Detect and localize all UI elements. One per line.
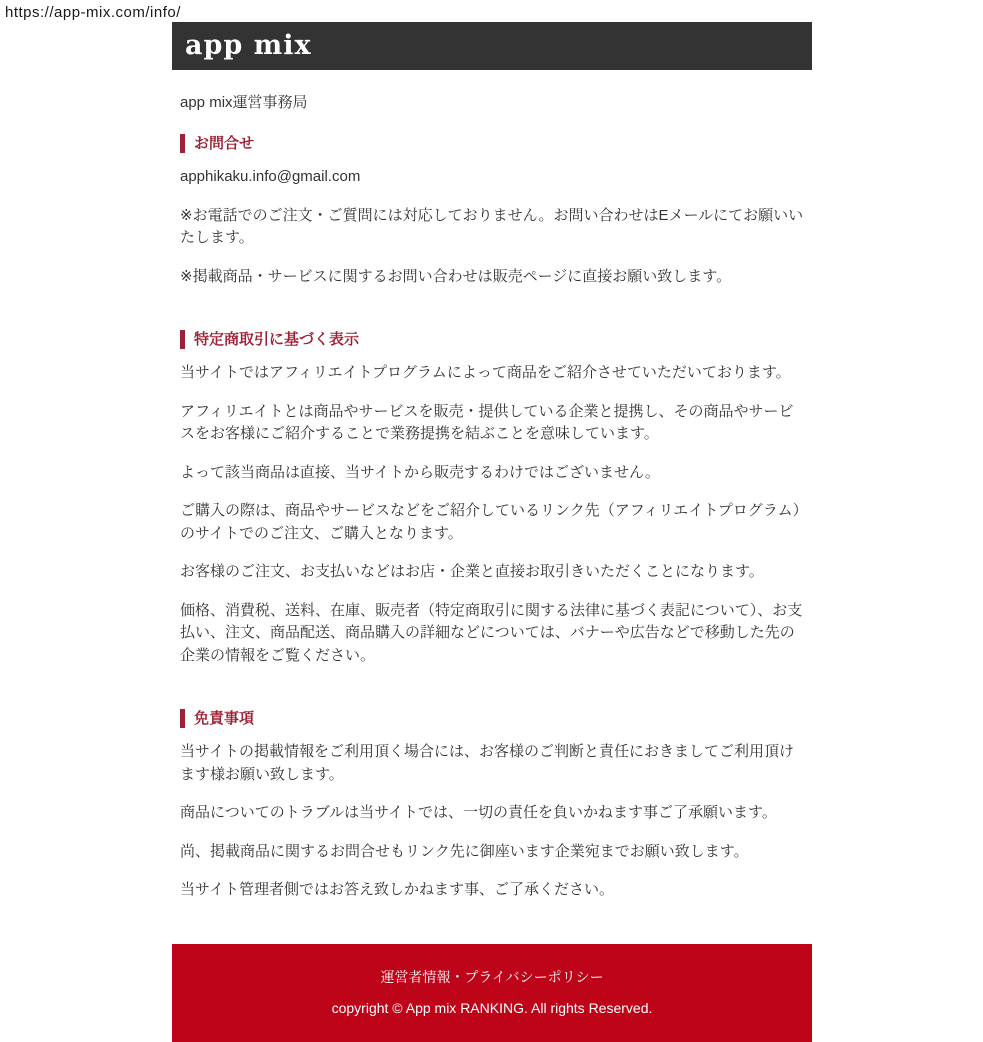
site-operator-name: app mix運営事務局 bbox=[180, 94, 308, 111]
paragraph: 当サイトではアフィリエイトプログラムによって商品をご紹介させていただいております。 bbox=[180, 364, 791, 381]
paragraph: ※お電話でのご注文・ご質問には対応しておりません。お問い合わせはEメールにてお願いいたします。 bbox=[180, 206, 804, 246]
section-heading: お問合せ bbox=[180, 134, 804, 153]
paragraph: ご購入の際は、商品やサービスなどをご紹介しているリンク先（アフィリエイトプログラム）のサイトでのご注文、ご購入となります。 bbox=[180, 502, 801, 542]
section-heading: 免責事項 bbox=[180, 709, 804, 728]
paragraph: 商品についてのトラブルは当サイトでは、一切の責任を負いかねます事ご了承願います。 bbox=[180, 804, 777, 821]
footer-privacy-link[interactable]: 運営者情報・プライバシーポリシー bbox=[380, 968, 604, 985]
paragraph: 尚、掲載商品に関するお問合せもリンク先に御座います企業宛までお願い致します。 bbox=[180, 842, 749, 860]
section bbox=[180, 330, 804, 667]
sections-container bbox=[180, 134, 804, 902]
paragraph: 当サイト管理者側ではお答え致しかねます事、ご了承ください。 bbox=[180, 881, 614, 898]
site-footer bbox=[172, 944, 812, 1042]
paragraph: アフィリエイトとは商品やサービスを販売・提供している企業と提携し、その商品やサービスをお客様にご紹介することで業務提携を結ぶことを意味しています。 bbox=[180, 402, 794, 442]
paragraph: よって該当商品は直接、当サイトから販売するわけではございません。 bbox=[180, 463, 660, 481]
section bbox=[180, 709, 804, 902]
main-column bbox=[172, 22, 812, 1042]
paragraph: ※掲載商品・サービスに関するお問い合わせは販売ページに直接お願い致します。 bbox=[180, 267, 732, 285]
paragraph: 価格、消費税、送料、在庫、販売者（特定商取引に関する法律に基づく表記について）、お支払い、注文、商品配送、商品購入の詳細などについては、バナーや広告などで移動した先の企業の情報をご覧ください。 bbox=[180, 601, 803, 664]
section-heading: 特定商取引に基づく表示 bbox=[180, 330, 804, 349]
paragraph: 当サイトの掲載情報をご利用頂く場合には、お客様のご判断と責任におきましてご利用頂けます様お願い致します。 bbox=[180, 743, 794, 783]
site-logo[interactable]: app mix bbox=[185, 30, 312, 61]
copyright-text: copyright © App mix RANKING. All rights Reserved. bbox=[331, 999, 653, 1016]
content-area bbox=[172, 92, 812, 902]
page-url: https://app-mix.com/info/ bbox=[5, 4, 181, 21]
contact-email: apphikaku.info@gmail.com bbox=[180, 168, 361, 185]
site-header bbox=[172, 22, 812, 70]
section bbox=[180, 134, 804, 288]
paragraph: お客様のご注文、お支払いなどはお店・企業と直接お取引きいただくことになります。 bbox=[180, 563, 764, 580]
